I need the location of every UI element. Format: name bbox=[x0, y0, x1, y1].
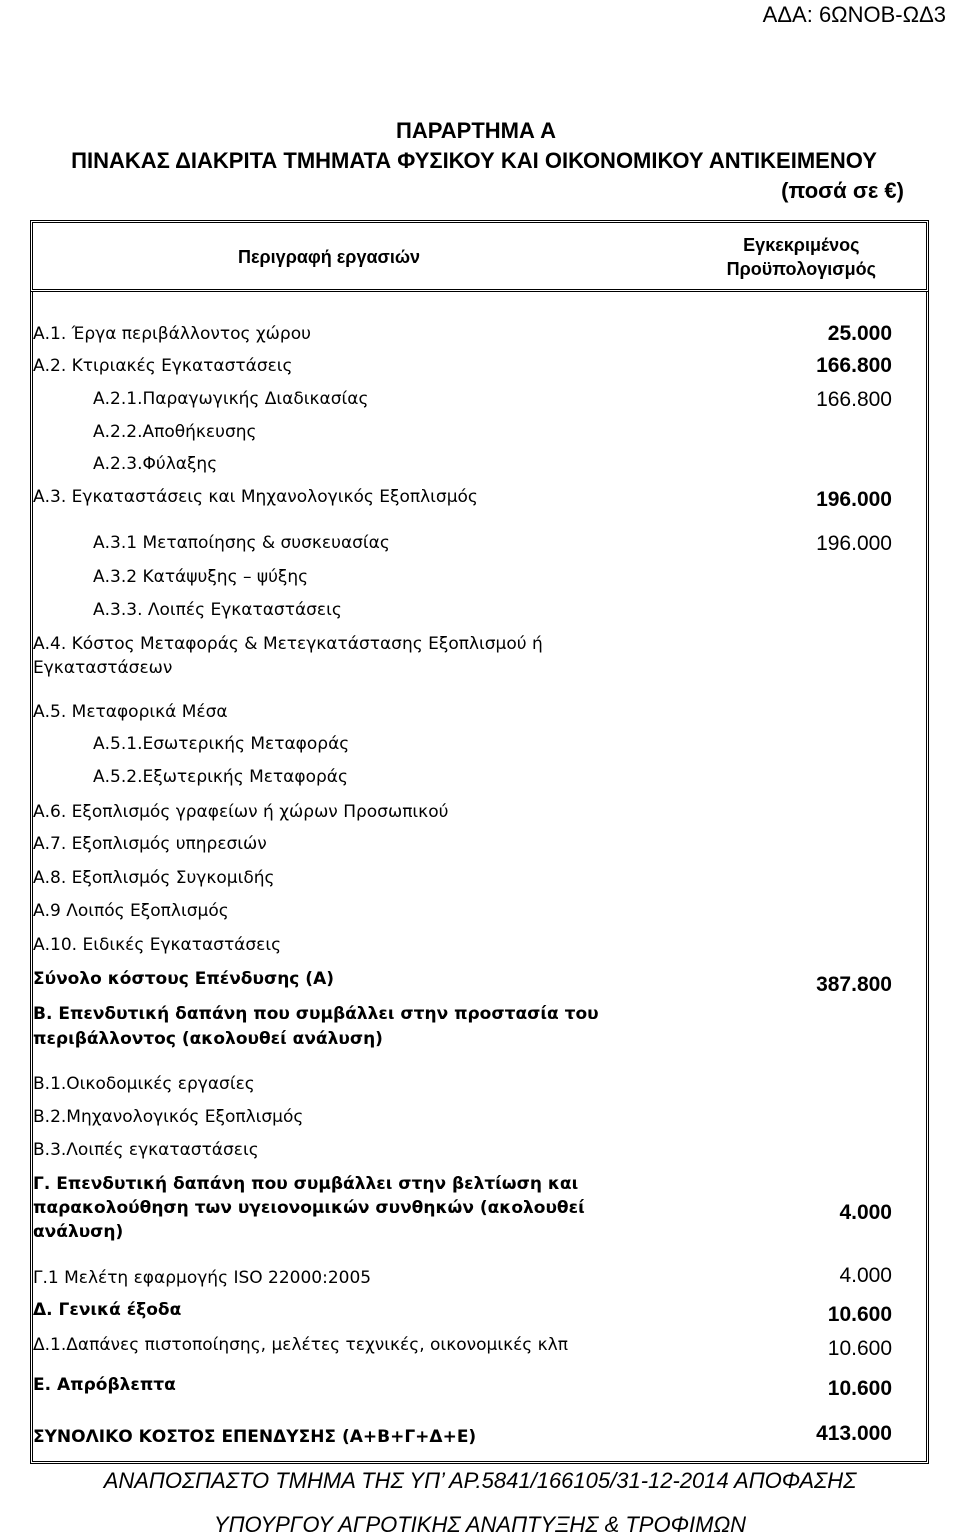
header-budget-line1: Εγκεκριμένος bbox=[743, 235, 860, 255]
row-value-d1: 10.600 bbox=[827, 1337, 892, 1360]
row-label-c-cont2: ανάλυση) bbox=[33, 1222, 124, 1242]
row-label-a51: Α.5.1.Εσωτερικής Μεταφοράς bbox=[93, 734, 350, 754]
row-label-a32: Α.3.2 Κατάψυξης – ψύξης bbox=[93, 567, 309, 587]
row-value-e: 10.600 bbox=[827, 1377, 892, 1400]
row-label-a5: Α.5. Μεταφορικά Μέσα bbox=[33, 702, 228, 722]
row-label-b2: Β.2.Μηχανολογικός Εξοπλισμός bbox=[33, 1107, 304, 1127]
row-value-a2: 166.800 bbox=[816, 354, 892, 377]
row-label-a7: Α.7. Εξοπλισμός υπηρεσιών bbox=[33, 834, 267, 854]
row-value-a21: 166.800 bbox=[816, 388, 892, 411]
row-value-a3: 196.000 bbox=[816, 488, 892, 511]
row-value-c: 4.000 bbox=[839, 1201, 892, 1224]
row-label-a52: Α.5.2.Εξωτερικής Μεταφοράς bbox=[93, 767, 348, 787]
row-label-a31: Α.3.1 Μεταποίησης & συσκευασίας bbox=[93, 533, 390, 553]
row-label-a6: Α.6. Εξοπλισμός γραφείων ή χώρων Προσωπικού bbox=[33, 802, 449, 822]
row-label-b1: Β.1.Οικοδομικές εργασίες bbox=[33, 1074, 255, 1094]
header-budget-line2: Προϋπολογισμός bbox=[726, 259, 876, 279]
row-value-a1: 25.000 bbox=[827, 322, 892, 345]
row-value-a31: 196.000 bbox=[816, 532, 892, 555]
row-label-a4: Α.4. Κόστος Μεταφοράς & Μετεγκατάστασης Εξοπλισμού ή bbox=[33, 634, 543, 654]
row-label-total-a: Σύνολο κόστους Επένδυσης (Α) bbox=[33, 969, 335, 989]
row-label-a2: Α.2. Κτιριακές Εγκαταστάσεις bbox=[33, 356, 293, 376]
row-label-a4-cont: Εγκαταστάσεων bbox=[33, 658, 173, 678]
row-label-d1: Δ.1.Δαπάνες πιστοποίησης, μελέτες τεχνικές, οικονομικές κλπ bbox=[33, 1335, 568, 1355]
header-description: Περιγραφή εργασιών bbox=[238, 247, 421, 267]
row-label-a3: Α.3. Εγκαταστάσεις και Μηχανολογικός Εξοπλισμός bbox=[33, 487, 478, 507]
row-label-b: Β. Επενδυτική δαπάνη που συμβάλλει στην προστασία του bbox=[33, 1004, 599, 1024]
row-label-a1: Α.1. Έργα περιβάλλοντος χώρου bbox=[33, 324, 311, 344]
row-label-a9: Α.9 Λοιπός Εξοπλισμός bbox=[33, 901, 229, 921]
row-label-a33: Α.3.3. Λοιπές Εγκαταστάσεις bbox=[93, 600, 342, 620]
row-value-total-a: 387.800 bbox=[816, 973, 892, 996]
currency-note: (ποσά σε €) bbox=[781, 178, 904, 203]
row-label-b-cont: περιβάλλοντος (ακολουθεί ανάλυση) bbox=[33, 1029, 383, 1049]
document-ada-reference: ΑΔΑ: 6ΩΝΟΒ-ΩΔ3 bbox=[762, 2, 946, 27]
row-label-a23: Α.2.3.Φύλαξης bbox=[93, 454, 218, 474]
row-value-c1: 4.000 bbox=[839, 1264, 892, 1287]
row-label-d: Δ. Γενικά έξοδα bbox=[33, 1300, 182, 1320]
row-label-c-cont: παρακολούθηση των υγειονομικών συνθηκών (ακολουθεί bbox=[33, 1198, 585, 1218]
row-label-c: Γ. Επενδυτική δαπάνη που συμβάλλει στην βελτίωση και bbox=[33, 1174, 579, 1194]
row-label-a10: Α.10. Ειδικές Εγκαταστάσεις bbox=[33, 935, 282, 955]
row-label-b3: Β.3.Λοιπές εγκαταστάσεις bbox=[33, 1140, 259, 1160]
table-body bbox=[30, 292, 929, 1464]
row-label-a22: Α.2.2.Αποθήκευσης bbox=[93, 422, 257, 442]
table-header bbox=[30, 220, 929, 292]
row-label-e: Ε. Απρόβλεπτα bbox=[33, 1375, 176, 1395]
row-value-d: 10.600 bbox=[827, 1303, 892, 1326]
footer-line2: ΥΠΟΥΡΓΟΥ ΑΓΡΟΤΙΚΗΣ ΑΝΑΠΤΥΞΗΣ & ΤΡΟΦΙΜΩΝ bbox=[213, 1512, 747, 1537]
row-value-grand-total: 413.000 bbox=[816, 1422, 892, 1445]
header-budget bbox=[727, 233, 876, 281]
row-label-a21: Α.2.1.Παραγωγικής Διαδικασίας bbox=[93, 389, 369, 409]
row-label-a8: Α.8. Εξοπλισμός Συγκομιδής bbox=[33, 868, 275, 888]
table-title: ΠΙΝΑΚΑΣ ΔΙΑΚΡΙΤΑ ΤΜΗΜΑΤΑ ΦΥΣΙΚΟΥ ΚΑΙ ΟΙΚΟΝΟΜΙΚΟΥ ΑΝΤΙΚΕΙΜΕΝΟΥ bbox=[71, 148, 877, 173]
footer-line1: ΑΝΑΠΟΣΠΑΣΤΟ ΤΜΗΜΑ ΤΗΣ ΥΠ’ ΑΡ.5841/166105/31-12-2014 ΑΠΟΦΑΣΗΣ bbox=[103, 1468, 857, 1493]
row-label-grand-total: ΣΥΝΟΛΙΚΟ ΚΟΣΤΟΣ ΕΠΕΝΔΥΣΗΣ (Α+Β+Γ+Δ+Ε) bbox=[33, 1427, 477, 1447]
annex-title: ΠΑΡΑΡΤΗΜΑ Α bbox=[395, 118, 557, 143]
row-label-c1: Γ.1 Μελέτη εφαρμογής ISO 22000:2005 bbox=[33, 1268, 372, 1288]
